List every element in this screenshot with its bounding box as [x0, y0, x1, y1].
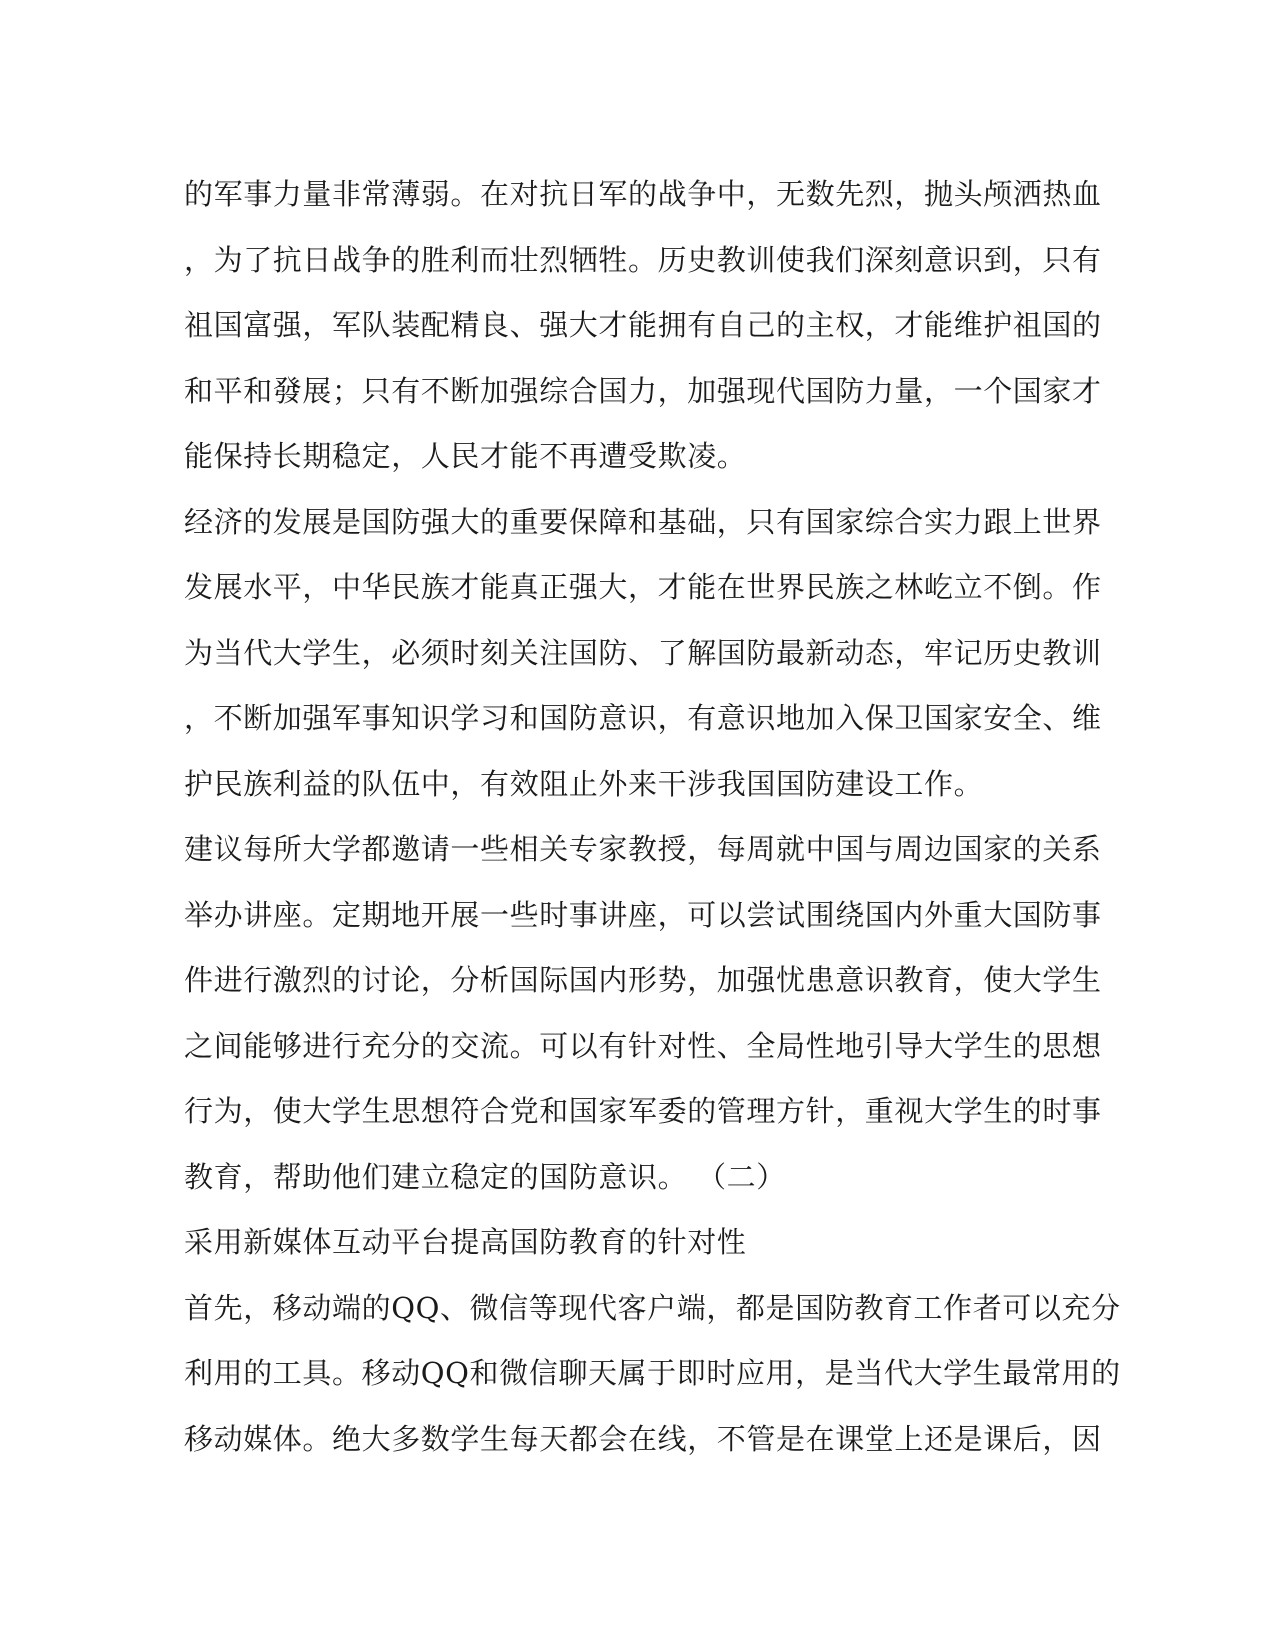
text-line: 和平和發展；只有不断加强综合国力，加强现代国防力量，一个国家才 — [184, 373, 1102, 408]
text-line: 移动媒体。绝大多数学生每天都会在线，不管是在课堂上还是课后，因 — [184, 1421, 1102, 1456]
text-line: 举办讲座。定期地开展一些时事讲座，可以尝试围绕国内外重大国防事 — [184, 897, 1102, 932]
text-line: 行为，使大学生思想符合党和国家军委的管理方针，重视大学生的时事 — [184, 1094, 1102, 1128]
text-line: 建议每所大学都邀请一些相关专家教授，每周就中国与周边国家的关系 — [184, 832, 1102, 866]
text-line: 利用的工具。移动QQ和微信聊天属于即时应用，是当代大学生最常用的 — [184, 1356, 1121, 1390]
text-line: ，为了抗日战争的胜利而壮烈牺牲。历史教训使我们深刻意识到，只有 — [184, 242, 1102, 277]
text-line: 经济的发展是国防强大的重要保障和基础，只有国家综合实力跟上世界 — [184, 504, 1102, 539]
text-line: 能保持长期稳定，人民才能不再遭受欺凌。 — [184, 439, 747, 473]
text-line: 件进行激烈的讨论，分析国际国内形势，加强忧患意识教育，使大学生 — [184, 963, 1102, 997]
text-line: 发展水平，中华民族才能真正强大，才能在世界民族之林屹立不倒。作 — [184, 570, 1102, 604]
text-line: 之间能够进行充分的交流。可以有针对性、全局性地引导大学生的思想 — [184, 1028, 1102, 1063]
text-line: ，不断加强军事知识学习和国防意识，有意识地加入保卫国家安全、维 — [184, 701, 1102, 735]
section-heading: 采用新媒体互动平台提高国防教育的针对性 — [184, 1225, 747, 1259]
text-line: 为当代大学生，必须时刻关注国防、了解国防最新动态，牢记历史教训 — [184, 635, 1102, 670]
text-line: 护民族利益的队伍中，有效阻止外来干涉我国国防建设工作。 — [184, 766, 984, 801]
body-text — [184, 162, 1121, 1472]
text-line: 首先，移动端的QQ、微信等现代客户端，都是国防教育工作者可以充分 — [184, 1290, 1121, 1325]
text-line: 的军事力量非常薄弱。在对抗日军的战争中，无数先烈，抛头颅洒热血 — [184, 177, 1102, 211]
text-line: 祖国富强，军队装配精良、强大才能拥有自己的主权，才能维护祖国的 — [184, 308, 1102, 342]
text-line: 教育，帮助他们建立稳定的国防意识。 （二） — [184, 1159, 786, 1194]
